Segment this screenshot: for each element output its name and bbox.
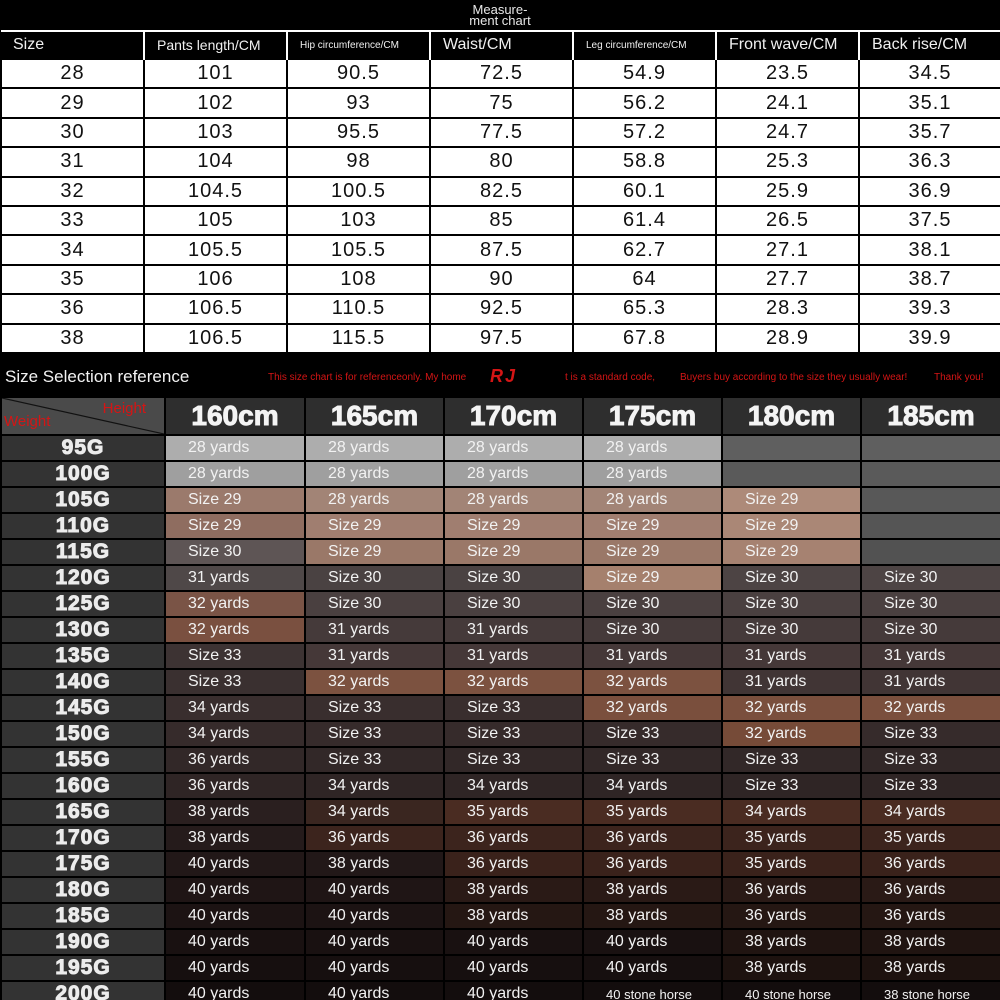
- size-cell: Size 29: [722, 539, 861, 565]
- size-cell: Size 29: [305, 513, 444, 539]
- size-cell: 40 yards: [444, 981, 583, 1000]
- measurement-cell: 35.1: [859, 88, 1000, 117]
- size-cell: Size 30: [861, 617, 1000, 643]
- weight-label-cell: 120G: [1, 565, 165, 591]
- reference-note-4: Thank you!: [934, 372, 984, 383]
- size-cell: 28 yards: [305, 487, 444, 513]
- size-cell: 31 yards: [444, 643, 583, 669]
- reference-note-2: t is a standard code,: [565, 372, 656, 383]
- size-cell: 36 yards: [305, 825, 444, 851]
- weight-label-cell: 180G: [1, 877, 165, 903]
- measurement-cell: 57.2: [573, 118, 716, 147]
- size-cell: Size 29: [165, 513, 305, 539]
- size-cell: Size 30: [305, 591, 444, 617]
- measurement-cell: 23.5: [716, 59, 859, 88]
- measurement-cell: 30: [1, 118, 144, 147]
- weight-row: [1, 539, 1000, 565]
- size-cell: 32 yards: [583, 695, 722, 721]
- measurement-cell: 31: [1, 147, 144, 176]
- weight-label-cell: 190G: [1, 929, 165, 955]
- size-reference-body: [1, 435, 1000, 1000]
- size-cell: 36 yards: [861, 877, 1000, 903]
- size-cell: 40 yards: [583, 955, 722, 981]
- size-cell: 40 yards: [305, 903, 444, 929]
- size-cell: 34 yards: [165, 695, 305, 721]
- measurement-cell: 24.1: [716, 88, 859, 117]
- size-cell: 32 yards: [722, 695, 861, 721]
- measurement-cell: 35: [1, 265, 144, 294]
- size-cell: 40 yards: [165, 851, 305, 877]
- size-cell: 32 yards: [722, 721, 861, 747]
- column-header-size: Size: [1, 31, 144, 59]
- size-cell: 36 yards: [444, 851, 583, 877]
- size-cell: Size 30: [583, 617, 722, 643]
- measurement-cell: 38.7: [859, 265, 1000, 294]
- size-cell: 31 yards: [861, 669, 1000, 695]
- column-header-pants-length: Pants length/CM: [144, 31, 287, 59]
- size-cell: 28 yards: [305, 435, 444, 461]
- size-cell: Size 29: [722, 487, 861, 513]
- measurement-cell: 60.1: [573, 177, 716, 206]
- measurement-cell: 75: [430, 88, 573, 117]
- brand-logo: RJ: [490, 366, 518, 386]
- size-cell: 31 yards: [165, 565, 305, 591]
- measurement-title-line-2: ment chart: [469, 13, 531, 28]
- measurement-cell: 64: [573, 265, 716, 294]
- weight-row: [1, 461, 1000, 487]
- size-cell: 38 yards: [583, 877, 722, 903]
- measurement-cell: 98: [287, 147, 430, 176]
- weight-label-cell: 115G: [1, 539, 165, 565]
- measurement-cell: 110.5: [287, 294, 430, 323]
- size-cell: 40 yards: [165, 877, 305, 903]
- size-cell: Size 30: [165, 539, 305, 565]
- measurement-cell: 54.9: [573, 59, 716, 88]
- measurement-cell: 106.5: [144, 294, 287, 323]
- measurement-cell: 90: [430, 265, 573, 294]
- size-cell: 34 yards: [861, 799, 1000, 825]
- measurement-cell: 34: [1, 235, 144, 264]
- height-label: Height: [102, 400, 146, 417]
- size-cell: Size 30: [861, 565, 1000, 591]
- size-cell: 40 yards: [165, 929, 305, 955]
- weight-label-cell: 155G: [1, 747, 165, 773]
- weight-label-cell: 95G: [1, 435, 165, 461]
- size-cell: 36 yards: [165, 747, 305, 773]
- size-cell: Size 29: [583, 513, 722, 539]
- weight-row: [1, 721, 1000, 747]
- size-cell: Size 30: [444, 565, 583, 591]
- measurement-cell: 24.7: [716, 118, 859, 147]
- measurement-cell: 72.5: [430, 59, 573, 88]
- size-cell: Size 33: [165, 669, 305, 695]
- weight-row: [1, 929, 1000, 955]
- weight-label-cell: 140G: [1, 669, 165, 695]
- size-cell: 28 yards: [444, 487, 583, 513]
- measurement-cell: 87.5: [430, 235, 573, 264]
- size-cell: 38 yards: [444, 877, 583, 903]
- measurement-cell: 25.9: [716, 177, 859, 206]
- reference-note-3: Buyers buy according to the size they usually wear!: [680, 372, 908, 383]
- measurement-cell: 29: [1, 88, 144, 117]
- measurement-cell: 97.5: [430, 324, 573, 353]
- measurement-cell: 67.8: [573, 324, 716, 353]
- weight-label-cell: 160G: [1, 773, 165, 799]
- weight-row: [1, 825, 1000, 851]
- weight-label-cell: 175G: [1, 851, 165, 877]
- size-cell: [861, 461, 1000, 487]
- size-cell: Size 29: [583, 539, 722, 565]
- size-cell: 40 yards: [305, 929, 444, 955]
- size-cell: 38 yards: [861, 929, 1000, 955]
- measurement-cell: 36.3: [859, 147, 1000, 176]
- measurement-cell: 95.5: [287, 118, 430, 147]
- size-cell: Size 29: [305, 539, 444, 565]
- size-cell: Size 33: [305, 695, 444, 721]
- size-cell: Size 33: [861, 721, 1000, 747]
- weight-row: [1, 981, 1000, 1000]
- weight-label-cell: 195G: [1, 955, 165, 981]
- size-cell: 28 yards: [305, 461, 444, 487]
- measurement-cell: 104: [144, 147, 287, 176]
- measurement-cell: 105.5: [287, 235, 430, 264]
- measurement-row: [1, 147, 1000, 176]
- size-cell: Size 29: [444, 513, 583, 539]
- measurement-cell: 90.5: [287, 59, 430, 88]
- size-cell: 36 yards: [444, 825, 583, 851]
- weight-row: [1, 643, 1000, 669]
- size-cell: Size 29: [583, 565, 722, 591]
- size-cell: 34 yards: [305, 773, 444, 799]
- measurement-cell: 28.9: [716, 324, 859, 353]
- weight-row: [1, 669, 1000, 695]
- weight-row: [1, 955, 1000, 981]
- size-cell: 36 yards: [722, 877, 861, 903]
- measurement-cell: 108: [287, 265, 430, 294]
- measurement-cell: 39.9: [859, 324, 1000, 353]
- size-cell: Size 33: [583, 721, 722, 747]
- measurement-cell: 105: [144, 206, 287, 235]
- size-cell: Size 30: [583, 591, 722, 617]
- size-cell: 31 yards: [444, 617, 583, 643]
- size-cell: [861, 487, 1000, 513]
- size-cell: [722, 435, 861, 461]
- size-cell: Size 33: [861, 747, 1000, 773]
- column-header-front-wave: Front wave/CM: [716, 31, 859, 59]
- size-cell: 32 yards: [305, 669, 444, 695]
- size-reference-table: [0, 396, 1000, 1000]
- size-cell: 36 yards: [722, 903, 861, 929]
- weight-row: [1, 695, 1000, 721]
- measurement-row: [1, 294, 1000, 323]
- measurement-cell: 28: [1, 59, 144, 88]
- size-cell: 34 yards: [722, 799, 861, 825]
- size-cell: Size 33: [305, 721, 444, 747]
- measurement-cell: 33: [1, 206, 144, 235]
- size-cell: 40 yards: [583, 929, 722, 955]
- weight-label-cell: 105G: [1, 487, 165, 513]
- measurement-cell: 38.1: [859, 235, 1000, 264]
- measurement-cell: 102: [144, 88, 287, 117]
- size-cell: 28 yards: [583, 461, 722, 487]
- size-cell: [861, 539, 1000, 565]
- size-cell: 28 yards: [165, 435, 305, 461]
- measurement-cell: 62.7: [573, 235, 716, 264]
- size-cell: 35 yards: [722, 851, 861, 877]
- size-cell: 31 yards: [861, 643, 1000, 669]
- weight-label-cell: 145G: [1, 695, 165, 721]
- size-cell: 35 yards: [583, 799, 722, 825]
- size-cell: 38 yards: [861, 955, 1000, 981]
- measurement-cell: 65.3: [573, 294, 716, 323]
- size-cell: 38 yards: [722, 955, 861, 981]
- size-cell: 36 yards: [165, 773, 305, 799]
- height-header: 160cm: [165, 397, 305, 435]
- size-cell: 38 yards: [444, 903, 583, 929]
- size-cell: Size 30: [722, 591, 861, 617]
- weight-row: [1, 513, 1000, 539]
- size-cell: 40 stone horse: [583, 981, 722, 1000]
- measurement-cell: 32: [1, 177, 144, 206]
- measurement-cell: 39.3: [859, 294, 1000, 323]
- size-cell: Size 33: [165, 643, 305, 669]
- size-cell: 40 yards: [305, 877, 444, 903]
- column-header-waist: Waist/CM: [430, 31, 573, 59]
- size-cell: Size 33: [583, 747, 722, 773]
- measurement-cell: 37.5: [859, 206, 1000, 235]
- measurement-cell: 85: [430, 206, 573, 235]
- measurement-cell: 80: [430, 147, 573, 176]
- size-cell: 28 yards: [583, 487, 722, 513]
- size-cell: 34 yards: [444, 773, 583, 799]
- size-cell: [861, 513, 1000, 539]
- weight-row: [1, 565, 1000, 591]
- measurement-cell: 34.5: [859, 59, 1000, 88]
- height-header: 175cm: [583, 397, 722, 435]
- weight-row: [1, 617, 1000, 643]
- measurement-chart-title: [0, 0, 1000, 30]
- size-cell: 36 yards: [861, 851, 1000, 877]
- size-cell: Size 33: [722, 747, 861, 773]
- size-cell: 34 yards: [305, 799, 444, 825]
- weight-row: [1, 747, 1000, 773]
- weight-label-cell: 200G: [1, 981, 165, 1000]
- measurement-cell: 58.8: [573, 147, 716, 176]
- size-cell: Size 30: [861, 591, 1000, 617]
- weight-row: [1, 851, 1000, 877]
- size-cell: [861, 435, 1000, 461]
- corner-header: [1, 397, 165, 435]
- column-header-leg: Leg circumference/CM: [573, 31, 716, 59]
- weight-label-cell: 100G: [1, 461, 165, 487]
- weight-label-cell: 125G: [1, 591, 165, 617]
- size-cell: 34 yards: [583, 773, 722, 799]
- measurement-cell: 104.5: [144, 177, 287, 206]
- column-header-back-rise: Back rise/CM: [859, 31, 1000, 59]
- measurement-cell: 38: [1, 324, 144, 353]
- measurement-cell: 82.5: [430, 177, 573, 206]
- size-cell: 40 yards: [305, 981, 444, 1000]
- measurement-cell: 93: [287, 88, 430, 117]
- size-cell: 40 yards: [165, 903, 305, 929]
- size-cell: 32 yards: [583, 669, 722, 695]
- size-cell: 40 yards: [444, 955, 583, 981]
- size-cell: Size 33: [861, 773, 1000, 799]
- weight-row: [1, 591, 1000, 617]
- size-cell: Size 30: [722, 617, 861, 643]
- size-cell: Size 30: [722, 565, 861, 591]
- measurement-cell: 100.5: [287, 177, 430, 206]
- weight-label: Weight: [4, 413, 51, 430]
- height-header: 165cm: [305, 397, 444, 435]
- reference-note-1: This size chart is for referenceonly. My home: [268, 372, 467, 383]
- size-cell: Size 33: [305, 747, 444, 773]
- size-cell: 36 yards: [583, 825, 722, 851]
- measurement-cell: 103: [144, 118, 287, 147]
- size-cell: Size 33: [444, 747, 583, 773]
- measurement-row: [1, 235, 1000, 264]
- size-cell: 40 yards: [305, 955, 444, 981]
- size-cell: 35 yards: [861, 825, 1000, 851]
- measurement-row: [1, 88, 1000, 117]
- size-cell: 38 yards: [722, 929, 861, 955]
- measurement-cell: 77.5: [430, 118, 573, 147]
- size-cell: 40 stone horse: [722, 981, 861, 1000]
- weight-row: [1, 799, 1000, 825]
- measurement-row: [1, 206, 1000, 235]
- measurement-row: [1, 265, 1000, 294]
- measurement-cell: 61.4: [573, 206, 716, 235]
- size-cell: 35 yards: [722, 825, 861, 851]
- size-cell: 38 yards: [165, 799, 305, 825]
- size-cell: Size 33: [444, 695, 583, 721]
- size-cell: 32 yards: [444, 669, 583, 695]
- measurement-cell: 27.7: [716, 265, 859, 294]
- weight-label-cell: 110G: [1, 513, 165, 539]
- size-cell: 40 yards: [444, 929, 583, 955]
- size-cell: 40 yards: [165, 955, 305, 981]
- size-cell: 40 yards: [165, 981, 305, 1000]
- measurement-row: [1, 177, 1000, 206]
- measurement-cell: 101: [144, 59, 287, 88]
- size-cell: Size 33: [444, 721, 583, 747]
- weight-label-cell: 135G: [1, 643, 165, 669]
- height-header: 170cm: [444, 397, 583, 435]
- measurement-cell: 26.5: [716, 206, 859, 235]
- size-cell: 31 yards: [722, 669, 861, 695]
- size-cell: 32 yards: [165, 591, 305, 617]
- weight-label-cell: 150G: [1, 721, 165, 747]
- measurement-cell: 27.1: [716, 235, 859, 264]
- size-cell: 36 yards: [861, 903, 1000, 929]
- size-cell: 28 yards: [583, 435, 722, 461]
- size-cell: 38 yards: [165, 825, 305, 851]
- measurement-row: [1, 118, 1000, 147]
- weight-row: [1, 487, 1000, 513]
- weight-row: [1, 903, 1000, 929]
- size-cell: 38 stone horse: [861, 981, 1000, 1000]
- weight-label-cell: 165G: [1, 799, 165, 825]
- size-cell: 31 yards: [583, 643, 722, 669]
- weight-label-cell: 185G: [1, 903, 165, 929]
- reference-header: [0, 358, 1000, 396]
- measurement-cell: 25.3: [716, 147, 859, 176]
- measurement-table: [0, 30, 1000, 354]
- size-cell: 28 yards: [165, 461, 305, 487]
- size-cell: 31 yards: [722, 643, 861, 669]
- measurement-cell: 28.3: [716, 294, 859, 323]
- weight-label-cell: 130G: [1, 617, 165, 643]
- size-cell: 32 yards: [165, 617, 305, 643]
- size-cell: Size 30: [305, 565, 444, 591]
- measurement-cell: 115.5: [287, 324, 430, 353]
- size-cell: 38 yards: [305, 851, 444, 877]
- size-cell: Size 29: [165, 487, 305, 513]
- reference-title: Size Selection reference: [5, 367, 190, 386]
- column-header-hip: Hip circumference/CM: [287, 31, 430, 59]
- measurement-cell: 106.5: [144, 324, 287, 353]
- size-cell: Size 33: [722, 773, 861, 799]
- weight-label-cell: 170G: [1, 825, 165, 851]
- weight-row: [1, 773, 1000, 799]
- measurement-cell: 36: [1, 294, 144, 323]
- size-cell: 31 yards: [305, 617, 444, 643]
- measurement-cell: 106: [144, 265, 287, 294]
- measurement-row: [1, 324, 1000, 353]
- height-header: 185cm: [861, 397, 1000, 435]
- measurement-cell: 103: [287, 206, 430, 235]
- size-cell: 32 yards: [861, 695, 1000, 721]
- measurement-cell: 105.5: [144, 235, 287, 264]
- size-cell: 28 yards: [444, 435, 583, 461]
- measurement-cell: 36.9: [859, 177, 1000, 206]
- weight-row: [1, 435, 1000, 461]
- size-cell: Size 29: [722, 513, 861, 539]
- size-cell: Size 29: [444, 539, 583, 565]
- measurement-cell: 35.7: [859, 118, 1000, 147]
- weight-row: [1, 877, 1000, 903]
- size-cell: 31 yards: [305, 643, 444, 669]
- size-cell: 35 yards: [444, 799, 583, 825]
- size-cell: 28 yards: [444, 461, 583, 487]
- size-cell: 38 yards: [583, 903, 722, 929]
- size-cell: Size 30: [444, 591, 583, 617]
- measurement-cell: 56.2: [573, 88, 716, 117]
- size-cell: 34 yards: [165, 721, 305, 747]
- measurement-row: [1, 59, 1000, 88]
- measurement-table-body: [1, 59, 1000, 353]
- measurement-title-line-1: Measure-: [472, 2, 528, 17]
- measurement-cell: 92.5: [430, 294, 573, 323]
- height-header: 180cm: [722, 397, 861, 435]
- size-cell: 36 yards: [583, 851, 722, 877]
- size-cell: [722, 461, 861, 487]
